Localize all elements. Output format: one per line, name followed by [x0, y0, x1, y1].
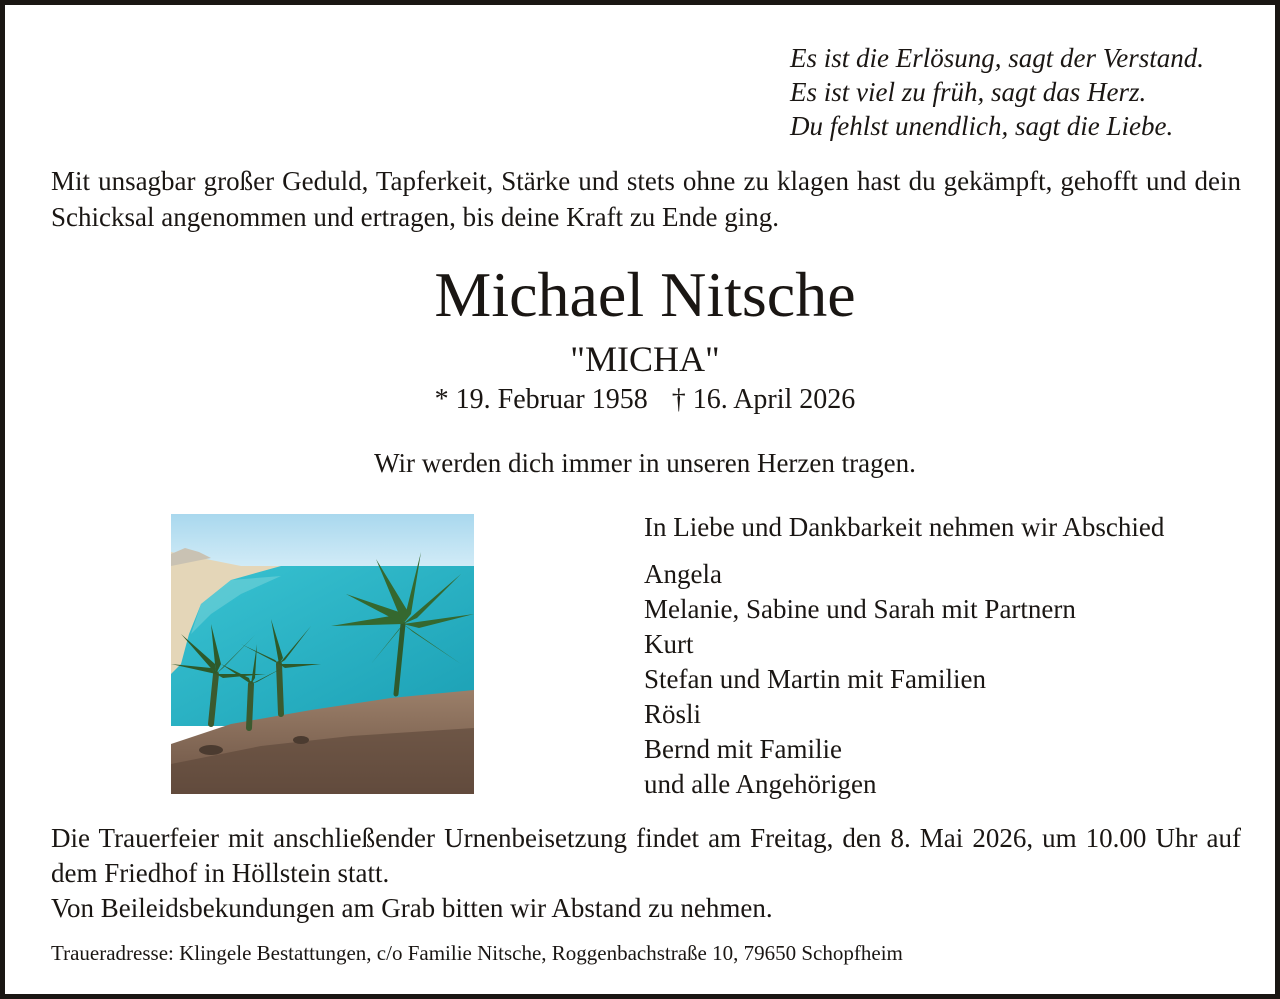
poem-line-2: Es ist viel zu früh, sagt das Herz.	[790, 77, 1147, 107]
ceremony-info	[51, 821, 1241, 926]
poem-line-3: Du fehlst unendlich, sagt die Liebe.	[790, 111, 1174, 141]
list-item: Kurt	[644, 629, 694, 659]
intro-paragraph: Mit unsagbar großer Geduld, Tapferkeit, Stärke und stets ohne zu klagen hast du gekämpft, gehofft und dein Schicksal angenommen und ertragen, bis deine Kraft zu Ende ging.	[51, 166, 1241, 232]
list-item: Melanie, Sabine und Sarah mit Partnern	[644, 594, 1076, 624]
poem	[790, 41, 1204, 143]
farewell-heading: In Liebe und Dankbarkeit nehmen wir Abschied	[644, 512, 1165, 542]
mourning-address: Traueradresse: Klingele Bestattungen, c/o Familie Nitsche, Roggenbachstraße 10, 79650 Schopfheim	[51, 941, 903, 965]
list-item: und alle Angehörigen	[644, 769, 877, 799]
list-item: Bernd mit Familie	[644, 734, 842, 764]
deceased-name: Michael Nitsche	[434, 259, 856, 330]
ceremony-paragraph: Die Trauerfeier mit anschließender Urnenbeisetzung findet am Freitag, den 8. Mai 2026, um 10.00 Uhr auf dem Friedhof in Höllstein statt.	[51, 823, 1241, 888]
beach-palm-photo	[171, 514, 474, 794]
condolence-note: Von Beileidsbekundungen am Grab bitten wir Abstand zu nehmen.	[51, 893, 773, 923]
list-item: Stefan und Martin mit Familien	[644, 664, 986, 694]
list-item: Angela	[644, 559, 722, 589]
birth-date: * 19. Februar 1958	[434, 384, 648, 415]
death-date: † 16. April 2026	[671, 384, 856, 415]
life-dates	[5, 381, 1280, 419]
mourners-list	[644, 557, 1076, 802]
tagline: Wir werden dich immer in unseren Herzen tragen.	[374, 448, 916, 478]
poem-line-1: Es ist die Erlösung, sagt der Verstand.	[790, 43, 1205, 73]
deceased-nickname: "MICHA"	[570, 339, 720, 379]
list-item: Rösli	[644, 699, 702, 729]
